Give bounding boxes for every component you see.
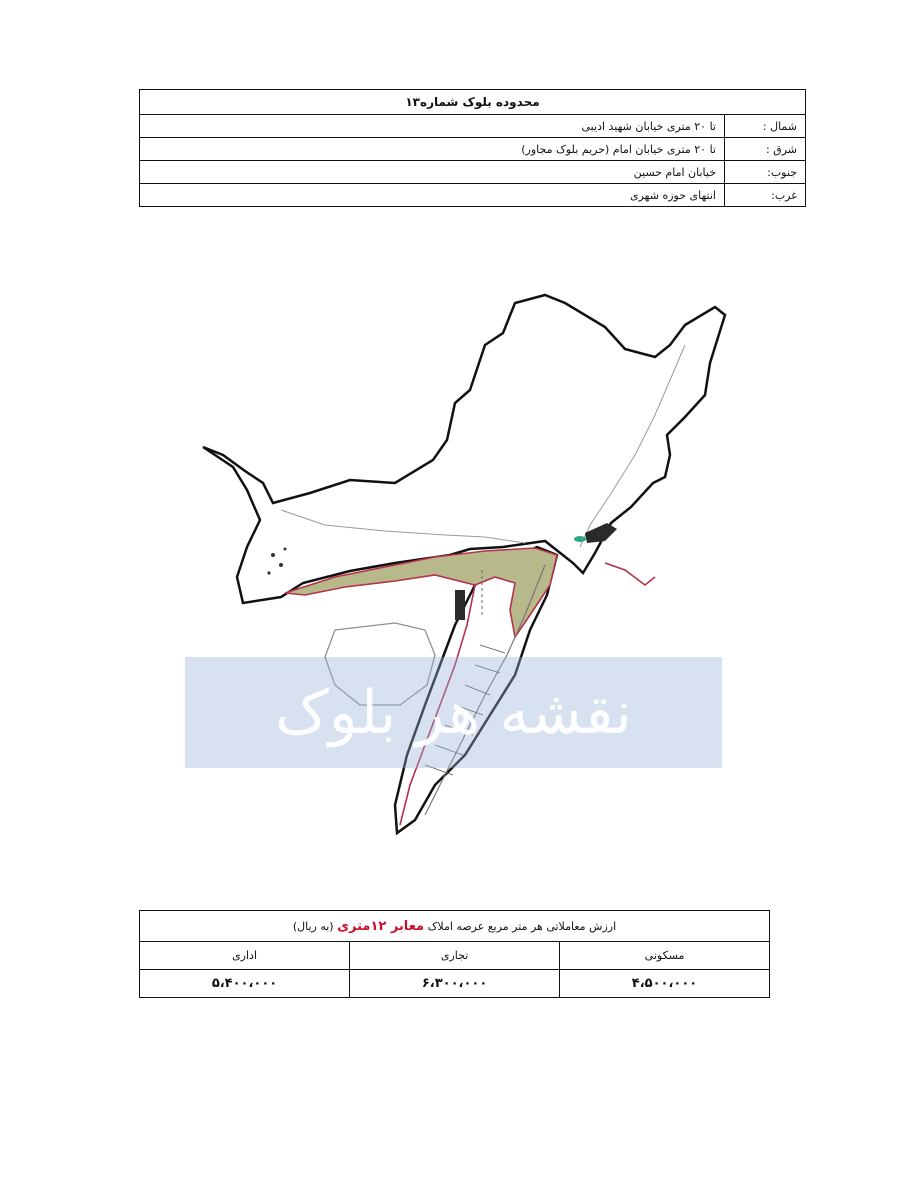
building xyxy=(455,590,465,620)
red-road-edge xyxy=(605,563,655,585)
block-title: محدوده بلوک شماره۱۳ xyxy=(140,90,806,115)
table-row xyxy=(140,115,806,138)
header-commercial: تجاری xyxy=(350,942,560,970)
price-commercial: ۶،۳۰۰،۰۰۰ xyxy=(350,970,560,998)
north-value: تا ۲۰ متری خیابان شهید ادیبی xyxy=(140,115,725,138)
table-row xyxy=(140,184,806,207)
price-caption xyxy=(140,911,770,942)
price-office: ۵،۴۰۰،۰۰۰ xyxy=(140,970,350,998)
table-header-row xyxy=(140,942,770,970)
caption-highlight: معابر ۱۲متری xyxy=(337,918,425,934)
caption-prefix: ارزش معاملاتی هر متر مربع عرصه املاک xyxy=(427,919,617,933)
north-label: شمال : xyxy=(725,115,806,138)
caption-suffix: (به ریال) xyxy=(292,919,334,933)
west-label: غرب: xyxy=(725,184,806,207)
block-boundary-table xyxy=(139,89,806,207)
table-row xyxy=(140,138,806,161)
header-residential: مسکونی xyxy=(560,942,770,970)
watermark-text: نقشه هر بلوک xyxy=(275,677,632,748)
east-label: شرق : xyxy=(725,138,806,161)
east-value: تا ۲۰ متری خیابان امام (حریم بلوک مجاور) xyxy=(140,138,725,161)
water-feature xyxy=(574,536,586,542)
table-row xyxy=(140,161,806,184)
price-residential: ۴،۵۰۰،۰۰۰ xyxy=(560,970,770,998)
south-label: جنوب: xyxy=(725,161,806,184)
south-value: خیابان امام حسین xyxy=(140,161,725,184)
price-table xyxy=(139,910,770,998)
table-row xyxy=(140,970,770,998)
header-office: اداری xyxy=(140,942,350,970)
watermark-band xyxy=(185,657,722,768)
west-value: انتهای حوزه شهری xyxy=(140,184,725,207)
